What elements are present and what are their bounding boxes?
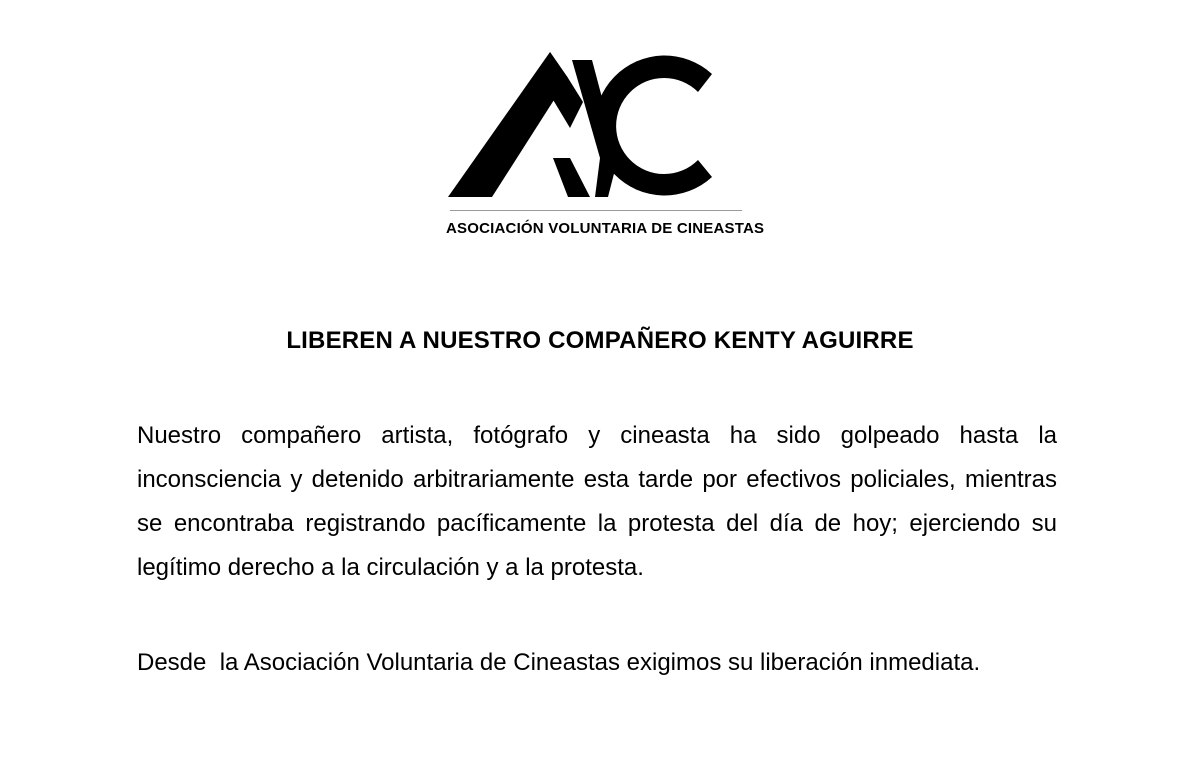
statement-paragraph-2: Desde la Asociación Voluntaria de Cineastas exigimos su liberación inmediata. [137, 649, 981, 676]
association-logo [440, 40, 765, 250]
logo-caption: ASOCIACIÓN VOLUNTARIA DE CINEASTAS [446, 220, 765, 237]
statement-headline: LIBEREN A NUESTRO COMPAÑERO KENTY AGUIRRE [286, 327, 914, 354]
statement-paragraph-1: Nuestro compañero artista, fotógrafo y cineasta ha sido golpeado hasta la inconsciencia y detenido arbitrariamente esta tarde por efectivos policiales, mientras se encontraba registrando pacíficamente la protesta del día de hoy; ejerciendo su legítimo derecho a la circulación y a la protesta. [137, 422, 1057, 581]
logo-divider [450, 210, 742, 211]
avc-logo-mark [440, 40, 760, 215]
